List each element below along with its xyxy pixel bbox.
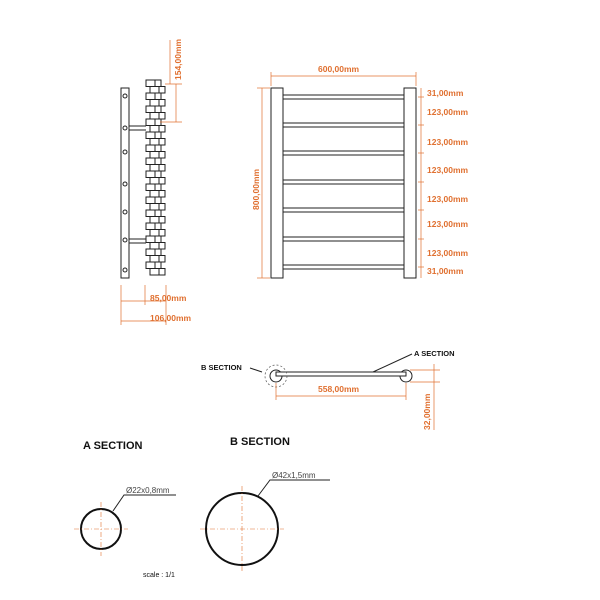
- a-section-callout: A SECTION: [414, 349, 455, 358]
- dim-spacing: 123,00mm: [427, 219, 469, 229]
- side-rung-block: [159, 165, 165, 172]
- side-rung-block: [159, 204, 165, 211]
- rung: [283, 123, 404, 127]
- side-rung-block: [150, 204, 159, 211]
- side-rung-block: [159, 230, 165, 237]
- section-a: [74, 440, 176, 556]
- dim-spacing: 123,00mm: [427, 248, 469, 258]
- side-rung-block: [159, 191, 165, 198]
- side-rung-block: [146, 132, 155, 139]
- top-view: [201, 349, 455, 430]
- dim-spacing: 123,00mm: [427, 107, 469, 117]
- side-rung-block: [155, 197, 161, 204]
- side-rung-block: [146, 197, 155, 204]
- side-rung-block: [146, 145, 155, 152]
- b-section-callout: B SECTION: [201, 363, 242, 372]
- side-rung-block: [150, 191, 159, 198]
- side-rung-block: [155, 223, 161, 230]
- dim-top-inner-length: 558,00mm: [318, 384, 360, 394]
- side-rung-block: [159, 152, 165, 159]
- dim-spacing: 123,00mm: [427, 194, 469, 204]
- side-tube: [121, 88, 129, 278]
- side-rung-block: [150, 139, 159, 146]
- side-rung-block: [146, 223, 155, 230]
- side-rung-block: [146, 210, 155, 217]
- side-rung-block: [159, 87, 165, 94]
- section-a-title: A SECTION: [83, 440, 143, 452]
- side-rung-block: [159, 100, 165, 107]
- side-rung-block: [159, 217, 165, 224]
- side-rung-block: [155, 80, 161, 87]
- side-rung-block: [146, 236, 155, 243]
- side-rung-block: [146, 119, 155, 126]
- rung: [283, 265, 404, 269]
- dim-side-depth-inner: 85,00mm: [150, 293, 187, 303]
- left-upright: [271, 88, 283, 278]
- side-rung-block: [150, 269, 159, 276]
- side-rung-block: [146, 249, 155, 256]
- side-rung-block: [146, 184, 155, 191]
- top-rung: [276, 372, 406, 376]
- side-rung-block: [150, 217, 159, 224]
- side-rung-block: [150, 113, 159, 120]
- side-rung-block: [155, 132, 161, 139]
- side-rungs: [146, 80, 165, 275]
- dim-spacing-top: 31,00mm: [427, 88, 464, 98]
- rung: [283, 151, 404, 155]
- side-rung-block: [155, 210, 161, 217]
- side-rung-block: [150, 256, 159, 263]
- side-rung-block: [146, 158, 155, 165]
- side-rung-block: [146, 93, 155, 100]
- side-rung-block: [155, 171, 161, 178]
- side-rung-block: [150, 243, 159, 250]
- side-rung-block: [155, 249, 161, 256]
- dim-spacing: 123,00mm: [427, 165, 469, 175]
- side-view: [121, 38, 192, 325]
- side-rung-block: [159, 178, 165, 185]
- side-rung-block: [159, 256, 165, 263]
- side-rung-block: [146, 171, 155, 178]
- right-upright: [404, 88, 416, 278]
- side-rung-block: [155, 236, 161, 243]
- dim-front-width: 600,00mm: [318, 64, 360, 74]
- side-rung-block: [150, 87, 159, 94]
- side-rung-block: [146, 106, 155, 113]
- front-view: [251, 64, 469, 278]
- section-b: [200, 436, 330, 572]
- dim-top-depth: 32,00mm: [422, 393, 432, 430]
- side-rung-block: [150, 178, 159, 185]
- rung: [283, 180, 404, 184]
- side-rung-block: [146, 262, 155, 269]
- side-rung-block: [155, 184, 161, 191]
- side-rung-block: [159, 139, 165, 146]
- side-rung-block: [155, 158, 161, 165]
- rung: [283, 237, 404, 241]
- dim-side-depth-outer: 106,00mm: [150, 313, 192, 323]
- side-rung-block: [150, 126, 159, 133]
- scale-note: scale : 1/1: [143, 572, 175, 579]
- dim-front-height: 800,00mm: [251, 168, 261, 210]
- side-rung-block: [150, 165, 159, 172]
- side-rung-block: [155, 93, 161, 100]
- front-rungs: [283, 95, 404, 269]
- dim-side-top-offset: 154,00mm: [173, 38, 183, 80]
- side-rung-block: [146, 80, 155, 87]
- section-b-dim: Ø42x1,5mm: [272, 471, 316, 480]
- rung: [283, 208, 404, 212]
- side-rung-block: [150, 230, 159, 237]
- section-a-dim: Ø22x0,8mm: [126, 486, 170, 495]
- rung: [283, 95, 404, 99]
- dim-spacing: 123,00mm: [427, 137, 469, 147]
- dim-spacing-bottom: 31,00mm: [427, 266, 464, 276]
- side-rung-block: [159, 126, 165, 133]
- side-rung-block: [159, 113, 165, 120]
- side-rung-block: [155, 145, 161, 152]
- section-b-title: B SECTION: [230, 436, 290, 448]
- side-rung-block: [159, 243, 165, 250]
- side-rung-block: [159, 269, 165, 276]
- side-rung-block: [155, 106, 161, 113]
- side-rung-block: [155, 262, 161, 269]
- side-rung-block: [150, 152, 159, 159]
- side-rung-block: [150, 100, 159, 107]
